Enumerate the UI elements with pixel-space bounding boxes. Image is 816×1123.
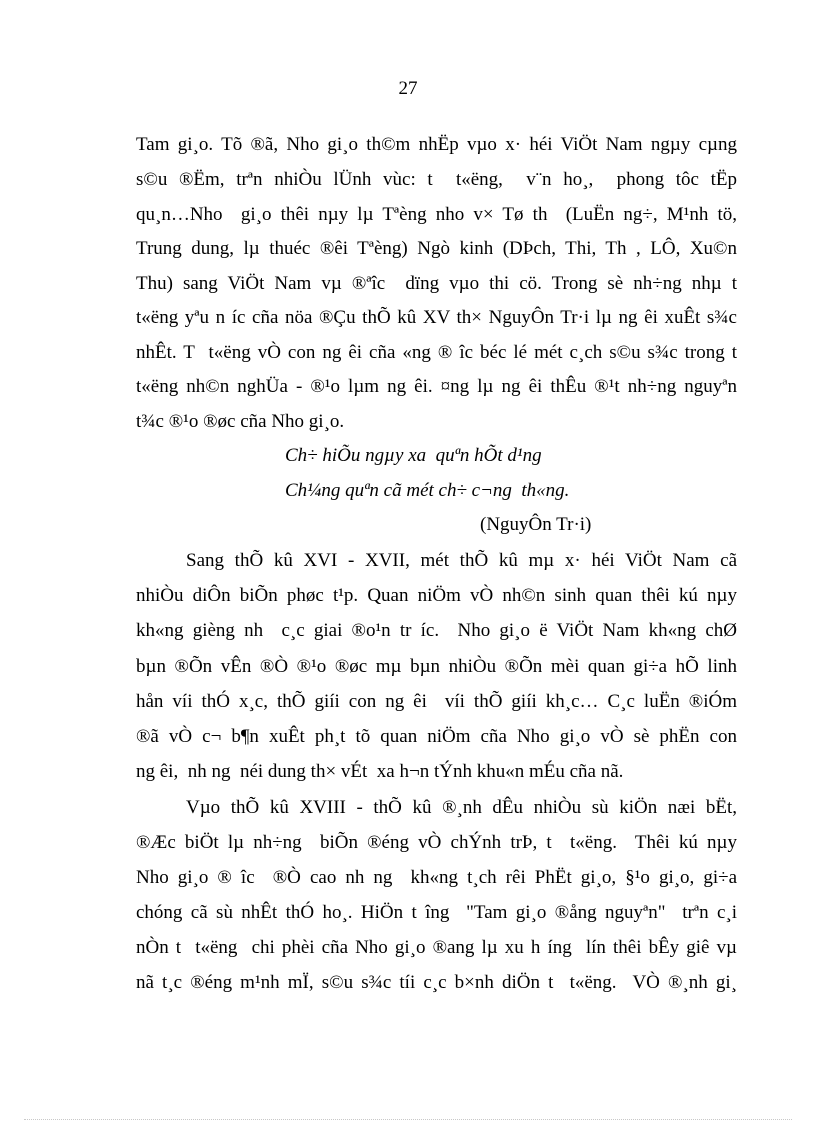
paragraph-2-line: hån víi thÓ x¸c, thÕ giíi con ng êi víi thÕ giíi kh¸c… C¸c luËn ®iÓm	[136, 691, 737, 712]
paragraph-1-line: Tam gi¸o. Tõ ®ã, Nho gi¸o th©m nhËp vµo x· héi ViÖt Nam ngµy cµng	[136, 134, 737, 155]
paragraph-1-line: s©u ®Ëm, trªn nhiÒu lÜnh vùc: t t«ëng, v¨n ho¸, phong tôc tËp	[136, 169, 737, 190]
paragraph-1-line: nhÊt. T t«ëng vÒ con ng êi cña «ng ® îc béc lé mét c¸ch s©u s¾c trong t	[136, 342, 737, 363]
poem-attribution: (NguyÔn Tr·i)	[480, 514, 592, 535]
paragraph-2-line: ng êi, nh ng néi dung th× vÉt xa h¬n tÝnh khu«n mÉu cña nã.	[136, 761, 624, 782]
page-number: 27	[398, 78, 418, 99]
paragraph-3-line: ®Æc biÖt lµ nh÷ng biÕn ®éng vÒ chÝnh trÞ, t t«ëng. Thêi kú nµy	[136, 832, 737, 853]
paragraph-3-line: chóng cã sù nhÊt thÓ ho¸. HiÖn t îng "Tam gi¸o ®ång nguyªn" trªn c¸i	[136, 902, 737, 923]
paragraph-1-line: t¾c ®¹o ®øc cña Nho gi¸o.	[136, 411, 345, 432]
poem-line-2: Ch¼ng quªn cã mét ch÷ c¬ng th«ng.	[285, 480, 570, 501]
paragraph-3-line: Vµo thÕ kû XVIII - thÕ kû ®¸nh dÊu nhiÒu sù kiÖn næi bËt,	[186, 797, 737, 818]
paragraph-1-line: qu¸n…Nho gi¸o thêi nµy lµ Tªèng nho v× Tø th (LuËn ng÷, M¹nh tö,	[136, 204, 737, 225]
paragraph-2-line: ®ã vÒ c¬ b¶n xuÊt ph¸t tõ quan niÖm cña Nho gi¸o vÒ sè phËn con	[136, 726, 737, 747]
paragraph-1-line: Thu) sang ViÖt Nam vµ ®ªîc dïng vµo thi cö. Trong sè nh÷ng nhµ t	[136, 273, 737, 294]
paragraph-2-line: nhiÒu diÔn biÕn phøc t¹p. Quan niÖm vÒ nh©n sinh quan thêi kú nµy	[136, 585, 737, 606]
paragraph-3-line: nÒn t t«ëng chi phèi cña Nho gi¸o ®ang lµ xu h íng lín thêi bÊy giê vµ	[136, 937, 737, 958]
paragraph-1-line: t«ëng yªu n íc cña nöa ®Çu thÕ kû XV th× NguyÔn Tr·i lµ ng êi xuÊt s¾c	[136, 307, 737, 328]
paragraph-1-line: Trung dung, lµ thuéc ®êi Tªèng) Ngò kinh (DÞch, Thi, Th , LÔ, Xu©n	[136, 238, 737, 259]
poem-line-1: Ch÷ hiÕu ngµy xa quªn hÕt d¹ng	[285, 445, 542, 466]
paragraph-1-line: t«ëng nh©n nghÜa - ®¹o lµm ng êi. ¤ng lµ ng êi thÊu ®¹t nh÷ng nguyªn	[136, 376, 737, 397]
paragraph-2-line: bµn ®Õn vÊn ®Ò ®¹o ®øc mµ bµn nhiÒu ®Õn mèi quan gi÷a hÕ linh	[136, 656, 737, 677]
paragraph-2-line: Sang thÕ kû XVI - XVII, mét thÕ kû mµ x· héi ViÖt Nam cã	[186, 550, 737, 571]
paragraph-2-line: kh«ng gièng nh c¸c giai ®o¹n tr íc. Nho gi¸o ë ViÖt Nam kh«ng chØ	[136, 620, 737, 641]
paragraph-3-line: Nho gi¸o ® îc ®Ò cao nh ng kh«ng t¸ch rêi PhËt gi¸o, §¹o gi¸o, gi÷a	[136, 867, 737, 888]
paragraph-3-line: nã t¸c ®éng m¹nh mÏ, s©u s¾c tíi c¸c b×nh diÖn t t«ëng. VÒ ®¸nh gi¸	[136, 972, 737, 993]
page-bottom-divider	[24, 1119, 792, 1120]
